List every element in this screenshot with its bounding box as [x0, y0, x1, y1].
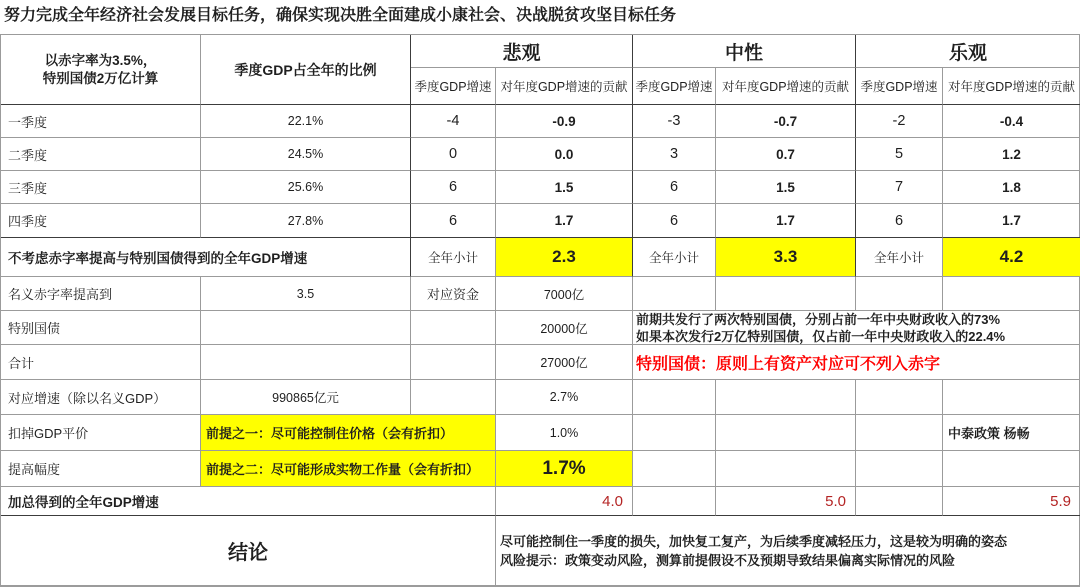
conclusion-line1: 尽可能控制住一季度的损失，加快复工复产，为后续季度减轻压力，这是较为明确的姿态	[500, 533, 1008, 549]
empty-cell	[633, 487, 716, 516]
sum-pessimistic-value: 4.0	[496, 487, 633, 516]
q2-share: 24.5%	[201, 138, 411, 171]
uplift-premise: 前提之二：尽可能形成实物工作量（会有折扣）	[201, 451, 496, 487]
uplift-value: 1.7%	[496, 451, 633, 487]
q3-optimistic-growth: 7	[856, 171, 943, 204]
q3-neutral-contrib: 1.5	[716, 171, 856, 204]
subheader-optimistic-growth: 季度GDP增速	[856, 68, 943, 105]
subheader-neutral-growth: 季度GDP增速	[633, 68, 716, 105]
empty-cell	[943, 277, 1080, 311]
subtotal-pessimistic-label: 全年小计	[411, 238, 496, 277]
parity-label: 扣掉GDP平价	[1, 415, 201, 451]
subtotal-optimistic-label: 全年小计	[856, 238, 943, 277]
scenario-header-pessimistic: 悲观	[411, 35, 633, 68]
subheader-pessimistic-contrib: 对年度GDP增速的贡献	[496, 68, 633, 105]
special-bond-label: 特别国债	[1, 311, 201, 345]
q1-pessimistic-contrib: -0.9	[496, 105, 633, 138]
empty-cell	[411, 380, 496, 415]
q3-pessimistic-growth: 6	[411, 171, 496, 204]
subtotal-pessimistic-value: 2.3	[496, 238, 633, 277]
q2-pessimistic-growth: 0	[411, 138, 496, 171]
source-credit: 中泰政策 杨畅	[943, 415, 1080, 451]
q1-pessimistic-growth: -4	[411, 105, 496, 138]
q2-neutral-contrib: 0.7	[716, 138, 856, 171]
implied-growth-value: 2.7%	[496, 380, 633, 415]
sum-optimistic-value: 5.9	[943, 487, 1080, 516]
ratio-header-cell: 季度GDP占全年的比例	[201, 35, 411, 105]
q1-neutral-contrib: -0.7	[716, 105, 856, 138]
empty-cell	[856, 487, 943, 516]
scenario-table	[0, 34, 1080, 587]
q1-share: 22.1%	[201, 105, 411, 138]
q3-neutral-growth: 6	[633, 171, 716, 204]
deficit-funds-label: 对应资金	[411, 277, 496, 311]
sum-row-label: 加总得到的全年GDP增速	[1, 487, 496, 516]
q3-label: 三季度	[1, 171, 201, 204]
empty-cell	[633, 380, 716, 415]
deficit-label: 名义赤字率提高到	[1, 277, 201, 311]
parity-premise: 前提之一：尽可能控制住价格（会有折扣）	[201, 415, 496, 451]
subheader-neutral-contrib: 对年度GDP增速的贡献	[716, 68, 856, 105]
q4-pessimistic-contrib: 1.7	[496, 204, 633, 238]
q4-optimistic-contrib: 1.7	[943, 204, 1080, 238]
empty-cell	[716, 277, 856, 311]
q2-neutral-growth: 3	[633, 138, 716, 171]
scenario-header-optimistic: 乐观	[856, 35, 1080, 68]
special-bond-red-note: 特别国债：原则上有资产对应可不列入赤字	[633, 345, 1080, 380]
subheader-pessimistic-growth: 季度GDP增速	[411, 68, 496, 105]
nominal-gdp-value: 990865亿元	[201, 380, 411, 415]
empty-cell	[633, 451, 716, 487]
special-bond-note-line2: 如果本次发行2万亿特别国债，仅占前一年中央财政收入的22.4%	[636, 328, 1006, 344]
total-label: 合计	[1, 345, 201, 380]
special-bond-note	[633, 311, 1080, 345]
special-bond-note-line1: 前期共发行了两次特别国债，分别占前一年中央财政收入的73%	[636, 311, 1001, 327]
empty-cell	[856, 451, 943, 487]
subheader-optimistic-contrib: 对年度GDP增速的贡献	[943, 68, 1080, 105]
empty-cell	[716, 451, 856, 487]
empty-cell	[856, 277, 943, 311]
subtotal-neutral-value: 3.3	[716, 238, 856, 277]
page-title: 努力完成全年经济社会发展目标任务，确保实现决胜全面建成小康社会、决战脱贫攻坚目标任务	[4, 7, 677, 24]
q2-optimistic-growth: 5	[856, 138, 943, 171]
q2-label: 二季度	[1, 138, 201, 171]
assumption-header-cell	[1, 35, 201, 105]
scenario-header-neutral: 中性	[633, 35, 856, 68]
empty-cell	[716, 415, 856, 451]
deficit-funds-value: 7000亿	[496, 277, 633, 311]
subtotal-row-label: 不考虑赤字率提高与特别国债得到的全年GDP增速	[1, 238, 411, 277]
q4-optimistic-growth: 6	[856, 204, 943, 238]
empty-cell	[201, 311, 411, 345]
q1-optimistic-contrib: -0.4	[943, 105, 1080, 138]
assumption-line1: 以赤字率为3.5%，	[44, 52, 157, 68]
empty-cell	[201, 345, 411, 380]
q1-label: 一季度	[1, 105, 201, 138]
q3-share: 25.6%	[201, 171, 411, 204]
empty-cell	[411, 311, 496, 345]
conclusion-line2: 风险提示：政策变动风险，测算前提假设不及预期导致结果偏离实际情况的风险	[500, 552, 956, 568]
conclusion-text	[496, 516, 1080, 586]
assumption-line2: 特别国债2万亿计算	[42, 70, 159, 86]
subtotal-neutral-label: 全年小计	[633, 238, 716, 277]
empty-cell	[856, 380, 943, 415]
implied-growth-label: 对应增速（除以名义GDP）	[1, 380, 201, 415]
uplift-label: 提高幅度	[1, 451, 201, 487]
q4-neutral-growth: 6	[633, 204, 716, 238]
empty-cell	[633, 415, 716, 451]
empty-cell	[943, 451, 1080, 487]
parity-value: 1.0%	[496, 415, 633, 451]
deficit-rate: 3.5	[201, 277, 411, 311]
empty-cell	[856, 415, 943, 451]
empty-cell	[943, 380, 1080, 415]
empty-cell	[411, 345, 496, 380]
sum-neutral-value: 5.0	[716, 487, 856, 516]
q2-pessimistic-contrib: 0.0	[496, 138, 633, 171]
q3-optimistic-contrib: 1.8	[943, 171, 1080, 204]
q4-neutral-contrib: 1.7	[716, 204, 856, 238]
empty-cell	[716, 380, 856, 415]
empty-cell	[633, 277, 716, 311]
special-bond-amount: 20000亿	[496, 311, 633, 345]
total-amount: 27000亿	[496, 345, 633, 380]
subtotal-optimistic-value: 4.2	[943, 238, 1080, 277]
q4-share: 27.8%	[201, 204, 411, 238]
q4-pessimistic-growth: 6	[411, 204, 496, 238]
q2-optimistic-contrib: 1.2	[943, 138, 1080, 171]
q1-neutral-growth: -3	[633, 105, 716, 138]
conclusion-label: 结论	[1, 516, 496, 586]
q1-optimistic-growth: -2	[856, 105, 943, 138]
q4-label: 四季度	[1, 204, 201, 238]
q3-pessimistic-contrib: 1.5	[496, 171, 633, 204]
